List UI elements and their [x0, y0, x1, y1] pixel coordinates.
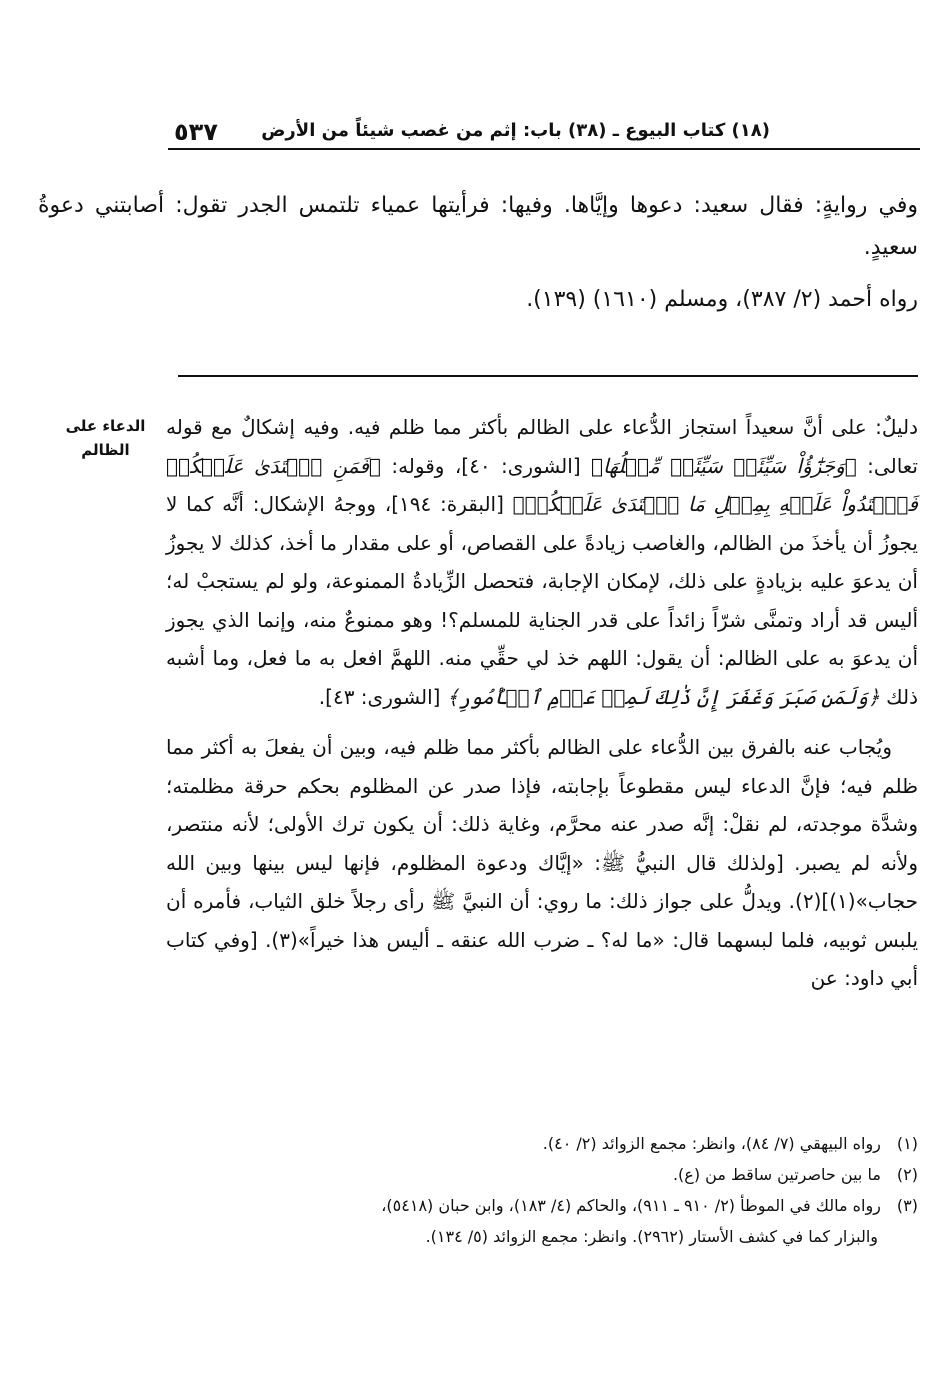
quran-verse: ﴿فَمَنِ ٱعۡتَدَىٰ عَلَيۡكُمۡ فَٱعۡتَدُواْ عَلَيۡهِ بِمِثۡلِ مَا ٱعۡتَدَىٰ عَلَيۡكُمۡ﴾ — [166, 453, 918, 516]
quran-verse: ﴿وَلَمَن صَبَرَ وَغَفَرَ إِنَّ ذَٰلِكَ لَمِنۡ عَزۡمِ ٱلۡأُمُورِ﴾ — [446, 684, 880, 709]
quran-verse: ﴿وَجَزَٰٓؤُاْ سَيِّئَةٖ سَيِّئَةٞ مِّثۡلُهَا﴾ — [591, 453, 857, 478]
margin-note: الدعاء على الظالم — [65, 417, 146, 459]
hadith-narration: وفي روايةٍ: فقال سعيد: دعوها وإيَّاها. وفيها: فرأيتها عمياء تلتمس الجدر تقول: أصابتني دعوةُ سعيدٍ. — [38, 193, 918, 260]
footnote-text: رواه البيهقي (٧/ ٨٤)، وانظر: مجمع الزوائد (٢/ ٤٠). — [542, 1134, 881, 1153]
footnote — [166, 1190, 918, 1221]
footnote-number: (١) — [896, 1134, 918, 1153]
commentary-paragraph-2: ويُجاب عنه بالفرق بين الدُّعاء على الظالم بأكثر مما ظلم فيه، وبين أن يفعلَ به أكثر مما ظلم فيه؛ فإنَّ الدعاء ليس مقطوعاً بإجابته، فإذا صدر عن المظلوم بحكم حرقة مظلمته؛ وشدَّة موجدته، لم نقلْ: إنَّه صدر عنه محرَّم، وغاية ذلك: أن يكون ترك الأولى؛ لأنه منتصر، ولأنه لم يصبر. [ولذلك قال النبيُّ ﷺ: «إيَّاك ودعوة المظلوم، فإنها ليس بينها وبين الله حجاب»(١)](٢). ويدلُّ على جواز ذلك: ما روي: أن النبيَّ ﷺ رأى رجلاً خلق الثياب، فأمره أن يلبس ثوبيه، فلما لبسهما قال: «ما له؟ ـ ضرب الله عنقه ـ أليس هذا خيراً»(٣). [وفي كتاب أبي داود: عن — [166, 735, 919, 990]
footnote-continuation: والبزار كما في كشف الأستار (٢٩٦٢). وانظر: مجمع الزوائد (٥/ ١٣٤). — [425, 1227, 878, 1246]
section-divider — [178, 375, 918, 377]
hadith-text — [38, 185, 918, 321]
footnote-text: ما بين حاصرتين ساقط من (ع). — [672, 1165, 881, 1184]
commentary-text: [البقرة: ١٩٤]، ووجهُ الإشكال: أنَّه كما لا يجوزُ أن يأخذَ من الظالم، والغاصب زيادةً على القصاص، أو على مقدار ما أخذ، كذلك لا يجوزُ أن يدعوَ عليه بزيادةٍ على ذلك، لإمكان الإجابة، فتحصل الزِّيادةُ الممنوعة، ولو لم يستجبْ له؛ أليس قد أراد وتمنَّى شرّاً زائداً على قدر الجناية للمسلم؟! وهو ممنوعٌ منه، وإنما الذي يجوز أن يدعوَ به على الظالم: أن يقول: اللهم خذ لي حقِّي منه. اللهمَّ افعل به ما فعل، وما أشبه ذلك — [166, 492, 918, 709]
footnote-text: رواه مالك في الموطأ (٢/ ٩١٠ ـ ٩١١)، والحاكم (٤/ ١٨٣)، وابن حبان (٥٤١٨)، — [381, 1196, 881, 1215]
commentary-paragraph-1 — [166, 408, 918, 716]
hadith-source: رواه أحمد (٢/ ٣٨٧)، ومسلم (١٦١٠) (١٣٩). — [526, 287, 918, 312]
page-number: ٥٣٧ — [174, 118, 218, 146]
running-title: (١٨) كتاب البيوع ـ (٣٨) باب: إثم من غصب شيئاً من الأرض — [261, 120, 770, 141]
footnote — [166, 1159, 918, 1190]
footnote-number: (٣) — [896, 1196, 918, 1215]
footnotes — [166, 1128, 918, 1252]
commentary-text: [الشورى: ٤٠]، وقوله: — [380, 453, 592, 478]
footnote-number: (٢) — [896, 1165, 918, 1184]
page-header — [168, 118, 920, 150]
commentary — [166, 408, 918, 998]
footnote — [166, 1128, 918, 1159]
commentary-text: [الشورى: ٤٣]. — [318, 684, 447, 709]
commentary-text: دليلٌ: على أنَّ سعيداً استجاز الدُّعاء على الظالم بأكثر مما ظلم فيه. وفيه إشكالٌ مع قوله تعالى: — [166, 415, 918, 478]
